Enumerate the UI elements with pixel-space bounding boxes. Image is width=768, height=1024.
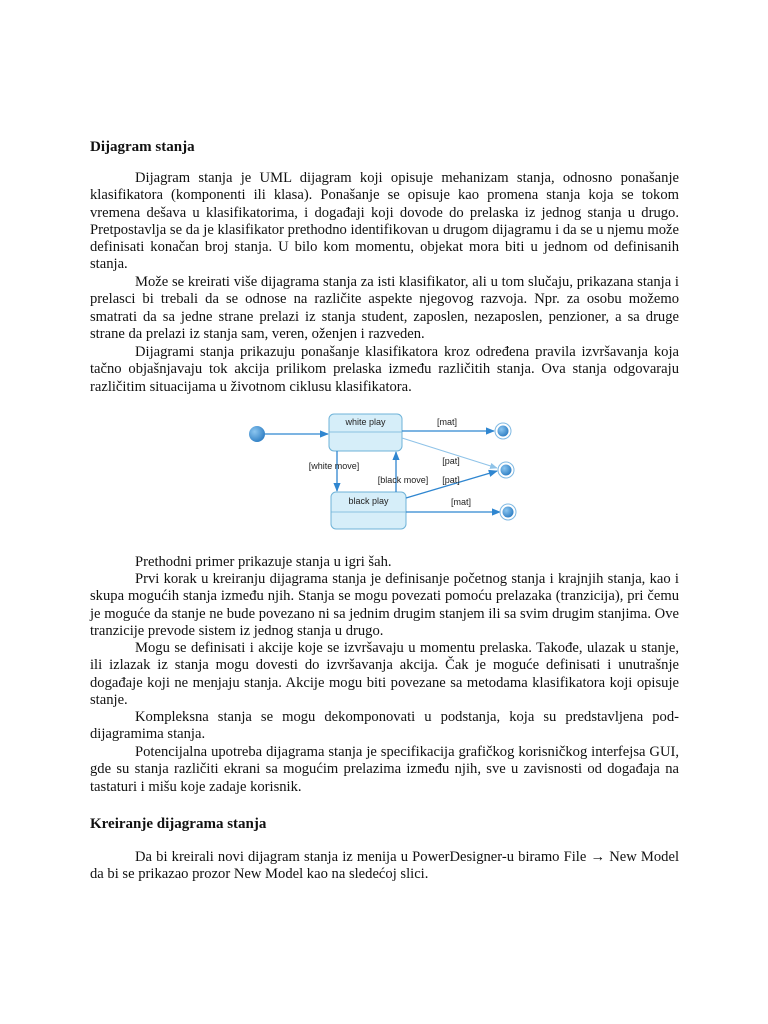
section-heading-dijagram-stanja: Dijagram stanja [90,139,195,155]
final-state-pat [501,465,512,476]
label-pat-top: [pat] [442,456,460,466]
paragraph-7: Kompleksna stanja se mogu dekomponovati u podstanja, koja su predstavljena poddijagramima stanja. [90,709,679,743]
paragraph-6: Mogu se definisati i akcije koje se izvršavaju u momentu prelaska. Takođe, ulazak u stanje, ili izlazak iz stanja mogu dovesti do izvršavanja akcija. Čak je moguće definisati i unutrašnje događaje koji ne menjaju stanja. Akcije mogu biti povezane sa metodama klasifikatora koji opisuje stanje. [90,640,679,708]
state-black-play-label: black play [348,496,389,506]
paragraph-2: Može se kreirati više dijagrama stanja za isti klasifikator, ali u tom slučaju, prikazana stanja i prelasci bi trebali da se odnose na različite aspekte njegovog razvoja. Npr. za osobu možemo smatrati da sa jedne strane prelazi iz stanja student, zaposlen, nezaposlen, penzioner, a sa druge strane da prelazi iz stanja sam, veren, oženjen i razveden. [90,274,679,342]
label-white-move: [white move] [308,461,360,471]
paragraph-3: Dijagrami stanja prikazuju ponašanje klasifikatora kroz određena pravila izvršavanja koja tačno objašnjavaju tok akcija prilikom prelaska između različitih stanja. Ova stanja odgovaraju različitim situacijama u životnom ciklusu klasifikatora. [90,344,679,395]
label-black-move: [black move] [377,475,429,485]
state-white-play-label: white play [345,417,386,427]
label-mat-bottom: [mat] [450,497,472,507]
initial-state-node [249,426,265,442]
paragraph-1: Dijagram stanja je UML dijagram koji opisuje mehanizam stanja, odnosno ponašanje klasifikatora (komponenti ili klasa). Ponašanje se opisuje kao promena stanja koja se tokom vremena dešava u klasifikatorima, i događaji koji dovode do prelaska iz jednog stanja u drugo. Pretpostavlja se da je klasifikator prethodno identifikovan u drugom dijagramu i da se u njemu može definisati konačan broj stanja. U bilo kom momentu, objekat mora biti u jednom od definisanih stanja. [90,170,679,273]
paragraph-8: Potencijalna upotreba dijagrama stanja je specifikacija grafičkog korisničkog interfejsa GUI, gde su stanja različiti ekrani sa mogućim prelazima između njih, sve u zavisnosti od događaja na tastaturi i mišu koje zadaje korisnik. [90,744,679,795]
label-pat-mid: [pat] [442,475,460,485]
final-state-mat-top [498,426,509,437]
state-diagram-svg [238,400,528,540]
paragraph-5: Prvi korak u kreiranju dijagrama stanja je definisanje početnog stanja i krajnjih stanja, kao i skupa mogućih stanja između njih. Stanja se mogu povezati pomoću prelazaka (tranzicija), pri čemu je moguće da stanje ne bude povezano ni sa jednim drugim stanjem ili sa svim drugim stanjima. Ove tranzicije prevode sistem iz jednog stanja u drugo. [90,571,679,639]
state-diagram [238,400,528,540]
label-mat-top: [mat] [436,417,458,427]
paragraph-4: Prethodni primer prikazuje stanja u igri šah. [135,554,392,570]
section-heading-kreiranje: Kreiranje dijagrama stanja [90,816,267,832]
paragraph-9: Da bi kreirali novi dijagram stanja iz menija u PowerDesigner-u biramo File → New Model da bi se prikazao prozor New Model kao na sledećoj slici. [90,849,679,883]
final-state-mat-bottom [503,507,514,518]
